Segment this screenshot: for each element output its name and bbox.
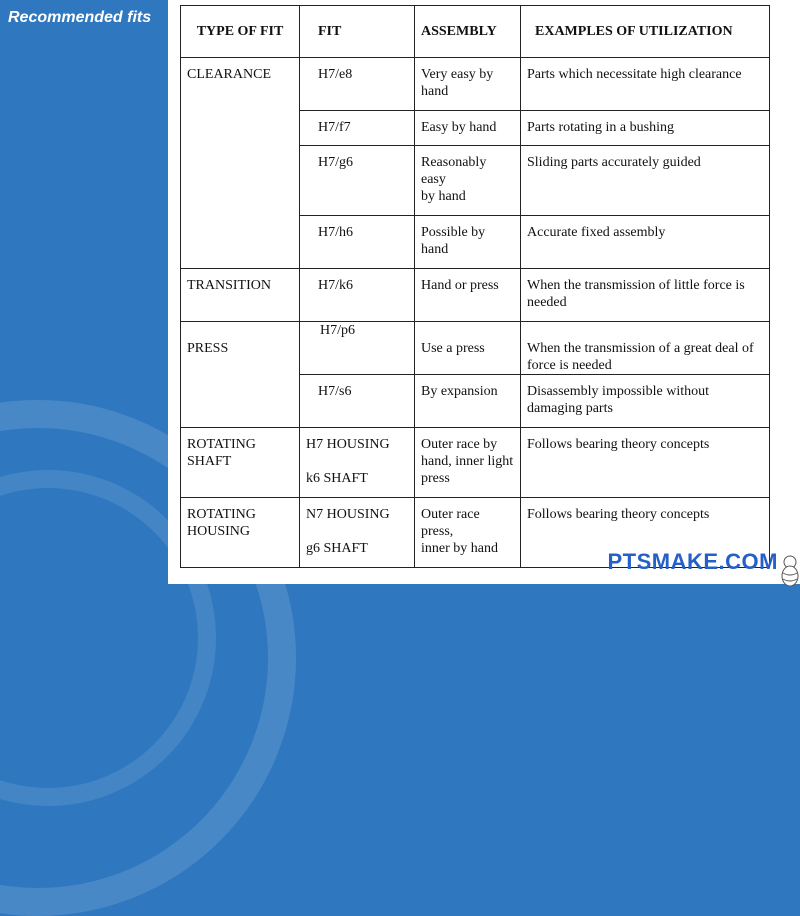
fit-cell xyxy=(300,111,415,146)
type-press-label: PRESS xyxy=(187,341,229,356)
example-value: Accurate fixed assembly xyxy=(527,225,666,240)
type-rotating-shaft xyxy=(181,428,300,498)
table-row xyxy=(181,428,770,498)
fit-cell xyxy=(300,269,415,322)
fit-value: H7/k6 xyxy=(318,278,353,293)
example-value: Sliding parts accurately guided xyxy=(527,155,701,170)
example-cell xyxy=(521,375,770,428)
table-header-row xyxy=(181,6,770,58)
header-type-of-fit: TYPE OF FIT xyxy=(181,6,300,58)
fit-value-1: H7 HOUSING xyxy=(306,437,390,452)
table-row xyxy=(181,269,770,322)
table-row xyxy=(181,322,770,375)
assembly-value-2: inner by hand xyxy=(421,541,498,556)
assembly-cell xyxy=(415,269,521,322)
assembly-value: Hand or press xyxy=(421,278,499,293)
header-assembly: ASSEMBLY xyxy=(415,6,521,58)
fit-value: H7/p6 xyxy=(320,323,355,338)
assembly-value-1: Outer race press, xyxy=(421,507,480,539)
fit-value: H7/e8 xyxy=(318,67,353,82)
example-value: Follows bearing theory concepts xyxy=(527,507,710,522)
fit-spacer xyxy=(306,523,408,540)
header-fit-label: FIT xyxy=(318,24,342,39)
watermark-logo: PTSMAKE.COM xyxy=(607,549,778,574)
fit-value: H7/g6 xyxy=(318,155,353,170)
fit-value-1: N7 HOUSING xyxy=(306,507,390,522)
fit-value: H7/f7 xyxy=(318,120,351,135)
fit-value-2: g6 SHAFT xyxy=(306,541,368,556)
slide-title: Recommended fits xyxy=(8,9,152,26)
type-clearance xyxy=(181,58,300,269)
example-value: Follows bearing theory concepts xyxy=(527,437,710,452)
fit-cell xyxy=(300,216,415,269)
example-value: Disassembly impossible without damaging parts xyxy=(527,384,709,416)
example-value: Parts rotating in a bushing xyxy=(527,120,674,135)
type-rotating-housing-label: ROTATING HOUSING xyxy=(187,507,256,539)
example-cell xyxy=(521,58,770,111)
assembly-cell xyxy=(415,498,521,568)
fit-value-2: k6 SHAFT xyxy=(306,471,368,486)
fit-cell xyxy=(300,58,415,111)
assembly-cell xyxy=(415,146,521,216)
fit-cell xyxy=(300,146,415,216)
header-examples: EXAMPLES OF UTILIZATION xyxy=(521,6,770,58)
type-rotating-shaft-label: ROTATING SHAFT xyxy=(187,437,256,469)
fit-value: H7/s6 xyxy=(318,384,352,399)
type-transition-label: TRANSITION xyxy=(187,278,271,293)
example-value: When the transmission of little force is needed xyxy=(527,278,745,310)
type-rotating-housing xyxy=(181,498,300,568)
fit-spacer xyxy=(306,453,408,470)
assembly-value: Easy by hand xyxy=(421,120,497,135)
assembly-cell xyxy=(415,428,521,498)
table-row xyxy=(181,58,770,111)
assembly-value: Possible by hand xyxy=(421,225,486,257)
assembly-value: Very easy by hand xyxy=(421,67,494,99)
assembly-value: By expansion xyxy=(421,384,498,399)
assembly-cell xyxy=(415,111,521,146)
assembly-value-2: by hand xyxy=(421,189,466,204)
assembly-value: Outer race by hand, inner light press xyxy=(421,437,514,486)
example-value: Parts which necessitate high clearance xyxy=(527,67,742,82)
example-cell xyxy=(521,216,770,269)
assembly-cell xyxy=(415,322,521,375)
example-cell xyxy=(521,111,770,146)
example-cell xyxy=(521,428,770,498)
fits-table xyxy=(180,5,770,568)
table-panel xyxy=(168,0,800,584)
fit-cell xyxy=(300,375,415,428)
type-press xyxy=(181,322,300,428)
assembly-value-1: Reasonably easy xyxy=(421,155,487,187)
assembly-cell xyxy=(415,375,521,428)
fit-cell xyxy=(300,498,415,568)
type-transition xyxy=(181,269,300,322)
header-fit xyxy=(300,6,415,58)
type-clearance-label: CLEARANCE xyxy=(187,67,271,82)
example-value: When the transmission of a great deal of force is needed xyxy=(527,341,754,373)
assembly-value: Use a press xyxy=(421,341,485,356)
example-cell xyxy=(521,146,770,216)
example-cell xyxy=(521,322,770,375)
example-cell xyxy=(521,269,770,322)
assembly-cell xyxy=(415,216,521,269)
assembly-cell xyxy=(415,58,521,111)
fit-cell xyxy=(300,428,415,498)
fit-value: H7/h6 xyxy=(318,225,353,240)
mascot-icon xyxy=(780,555,800,587)
fit-cell xyxy=(300,322,415,375)
